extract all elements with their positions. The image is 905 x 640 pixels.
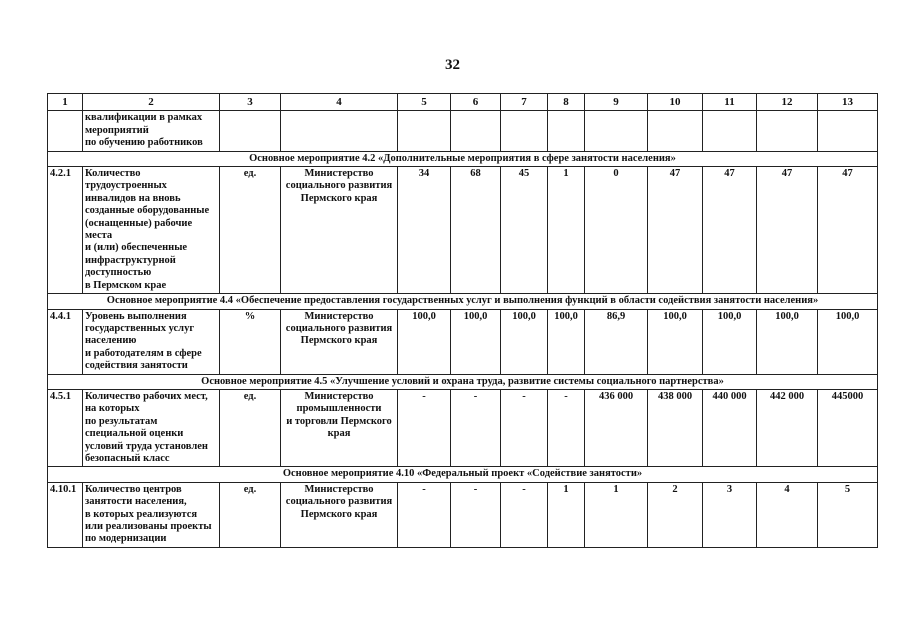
name-line: на которых <box>85 403 140 415</box>
value-cell: 100,0 <box>451 309 501 374</box>
indicator-name-cell <box>83 167 220 294</box>
header-cell: 7 <box>501 94 548 111</box>
header-cell: 10 <box>648 94 703 111</box>
value-cell: - <box>501 482 548 547</box>
value-cell: 100,0 <box>398 309 451 374</box>
value-cell: 47 <box>757 167 818 294</box>
header-cell: 1 <box>48 94 83 111</box>
indicator-row <box>48 309 878 374</box>
indicator-row <box>48 389 878 466</box>
responsible-line: социального развития <box>285 180 393 192</box>
unit-cell: ед. <box>220 389 281 466</box>
value-cell: 1 <box>548 167 585 294</box>
value-cell: 445000 <box>818 389 878 466</box>
value-cell: 0 <box>585 167 648 294</box>
indicator-name-cell <box>83 482 220 547</box>
header-cell: 12 <box>757 94 818 111</box>
value-cell: 68 <box>451 167 501 294</box>
value-cell <box>818 111 878 151</box>
unit-cell: ед. <box>220 167 281 294</box>
name-line: условий труда установлен <box>85 440 208 452</box>
value-cell <box>451 111 501 151</box>
value-cell: 438 000 <box>648 389 703 466</box>
value-cell: 100,0 <box>501 309 548 374</box>
value-cell <box>501 111 548 151</box>
header-cell: 3 <box>220 94 281 111</box>
name-line: в Пермском крае <box>85 279 167 291</box>
name-line: по обучению работников <box>85 137 203 149</box>
responsible-line: Министерство <box>304 168 374 180</box>
responsible-cell <box>281 111 398 151</box>
responsible-line: и торговли Пермского <box>286 415 392 427</box>
value-cell: 1 <box>585 482 648 547</box>
value-cell: 86,9 <box>585 309 648 374</box>
header-cell: 8 <box>548 94 585 111</box>
indicators-table <box>47 93 878 548</box>
value-cell: 436 000 <box>585 389 648 466</box>
responsible-line: края <box>327 428 351 440</box>
unit-cell <box>220 111 281 151</box>
value-cell: 45 <box>501 167 548 294</box>
name-line: занятости населения, <box>85 496 187 508</box>
name-line: государственных услуг <box>85 322 195 334</box>
name-line: по модернизации <box>85 533 167 545</box>
name-line: созданные оборудованные <box>85 205 210 217</box>
responsible-line: промышленности <box>296 403 382 415</box>
section-row <box>48 151 878 166</box>
name-line: или реализованы проекты <box>85 521 212 532</box>
name-line: инфраструктурной <box>85 254 176 266</box>
section-title: Основное мероприятие 4.10 «Федеральный проект «Содействие занятости» <box>48 467 878 482</box>
responsible-cell <box>281 389 398 466</box>
value-cell: 47 <box>648 167 703 294</box>
section-row <box>48 374 878 389</box>
value-cell <box>548 111 585 151</box>
name-line: и (или) обеспеченные <box>85 242 188 254</box>
code-cell <box>48 111 83 151</box>
value-cell: 34 <box>398 167 451 294</box>
section-title: Основное мероприятие 4.5 «Улучшение условий и охрана труда, развитие системы социального партнерства» <box>48 374 878 389</box>
name-line: мероприятий <box>85 124 149 136</box>
value-cell: 442 000 <box>757 389 818 466</box>
continuation-row <box>48 111 878 151</box>
value-cell: 440 000 <box>703 389 757 466</box>
section-title: Основное мероприятие 4.2 «Дополнительные мероприятия в сфере занятости населения» <box>48 151 878 166</box>
value-cell <box>648 111 703 151</box>
header-cell: 11 <box>703 94 757 111</box>
value-cell: - <box>451 482 501 547</box>
name-line: содействия занятости <box>85 360 188 372</box>
indicator-row <box>48 167 878 294</box>
value-cell: 47 <box>818 167 878 294</box>
name-line: трудоустроенных <box>85 180 167 192</box>
indicator-row <box>48 482 878 547</box>
responsible-line: Министерство <box>304 390 374 402</box>
value-cell <box>585 111 648 151</box>
value-cell: 100,0 <box>648 309 703 374</box>
value-cell <box>703 111 757 151</box>
responsible-cell <box>281 482 398 547</box>
unit-cell: ед. <box>220 482 281 547</box>
name-line: Количество центров <box>85 483 182 495</box>
value-cell: 100,0 <box>818 309 878 374</box>
value-cell: - <box>398 482 451 547</box>
header-cell: 6 <box>451 94 501 111</box>
unit-cell: % <box>220 309 281 374</box>
value-cell: 47 <box>703 167 757 294</box>
value-cell: 100,0 <box>757 309 818 374</box>
name-line: Количество рабочих мест, <box>85 390 208 402</box>
value-cell: - <box>501 389 548 466</box>
responsible-line: Пермского края <box>300 508 378 520</box>
name-line: специальной оценки <box>85 428 184 440</box>
header-cell: 13 <box>818 94 878 111</box>
name-line: (оснащенные) рабочие <box>85 217 193 229</box>
responsible-cell <box>281 167 398 294</box>
responsible-line: Пермского края <box>300 192 378 204</box>
header-cell: 9 <box>585 94 648 111</box>
name-line: и работодателям в сфере <box>85 347 202 359</box>
value-cell: - <box>451 389 501 466</box>
header-cell: 2 <box>83 94 220 111</box>
responsible-cell <box>281 309 398 374</box>
section-row <box>48 294 878 309</box>
code-cell: 4.10.1 <box>48 482 83 547</box>
code-cell: 4.2.1 <box>48 167 83 294</box>
responsible-line: социального развития <box>285 496 393 508</box>
value-cell: 2 <box>648 482 703 547</box>
value-cell: 5 <box>818 482 878 547</box>
value-cell: - <box>398 389 451 466</box>
code-cell: 4.5.1 <box>48 389 83 466</box>
responsible-line: Министерство <box>304 483 374 495</box>
value-cell <box>757 111 818 151</box>
indicator-name-cell <box>83 389 220 466</box>
name-line: в которых реализуются <box>85 508 198 520</box>
code-cell: 4.4.1 <box>48 309 83 374</box>
value-cell: 3 <box>703 482 757 547</box>
name-line: безопасный класс <box>85 452 170 464</box>
name-line: населению <box>85 335 137 347</box>
value-cell <box>398 111 451 151</box>
value-cell: 100,0 <box>703 309 757 374</box>
responsible-line: Министерство <box>304 310 374 322</box>
name-line: места <box>85 230 113 242</box>
name-line: Количество <box>85 168 141 180</box>
indicator-name-cell <box>83 111 220 151</box>
name-line: по результатам <box>85 415 158 427</box>
responsible-line: социального развития <box>285 322 393 334</box>
page-number: 32 <box>445 57 460 73</box>
header-cell: 5 <box>398 94 451 111</box>
value-cell: 1 <box>548 482 585 547</box>
name-line: доступностью <box>85 267 152 279</box>
responsible-line: Пермского края <box>300 335 378 347</box>
indicator-name-cell <box>83 309 220 374</box>
section-row <box>48 467 878 482</box>
name-line: квалификации в рамках <box>85 112 203 124</box>
value-cell: - <box>548 389 585 466</box>
header-cell: 4 <box>281 94 398 111</box>
value-cell: 4 <box>757 482 818 547</box>
header-row <box>48 94 878 111</box>
section-title: Основное мероприятие 4.4 «Обеспечение предоставления государственных услуг и выполнения функций в области содействия занятости населения» <box>48 294 878 309</box>
name-line: Уровень выполнения <box>85 310 187 322</box>
name-line: инвалидов на вновь <box>85 192 181 204</box>
value-cell: 100,0 <box>548 309 585 374</box>
